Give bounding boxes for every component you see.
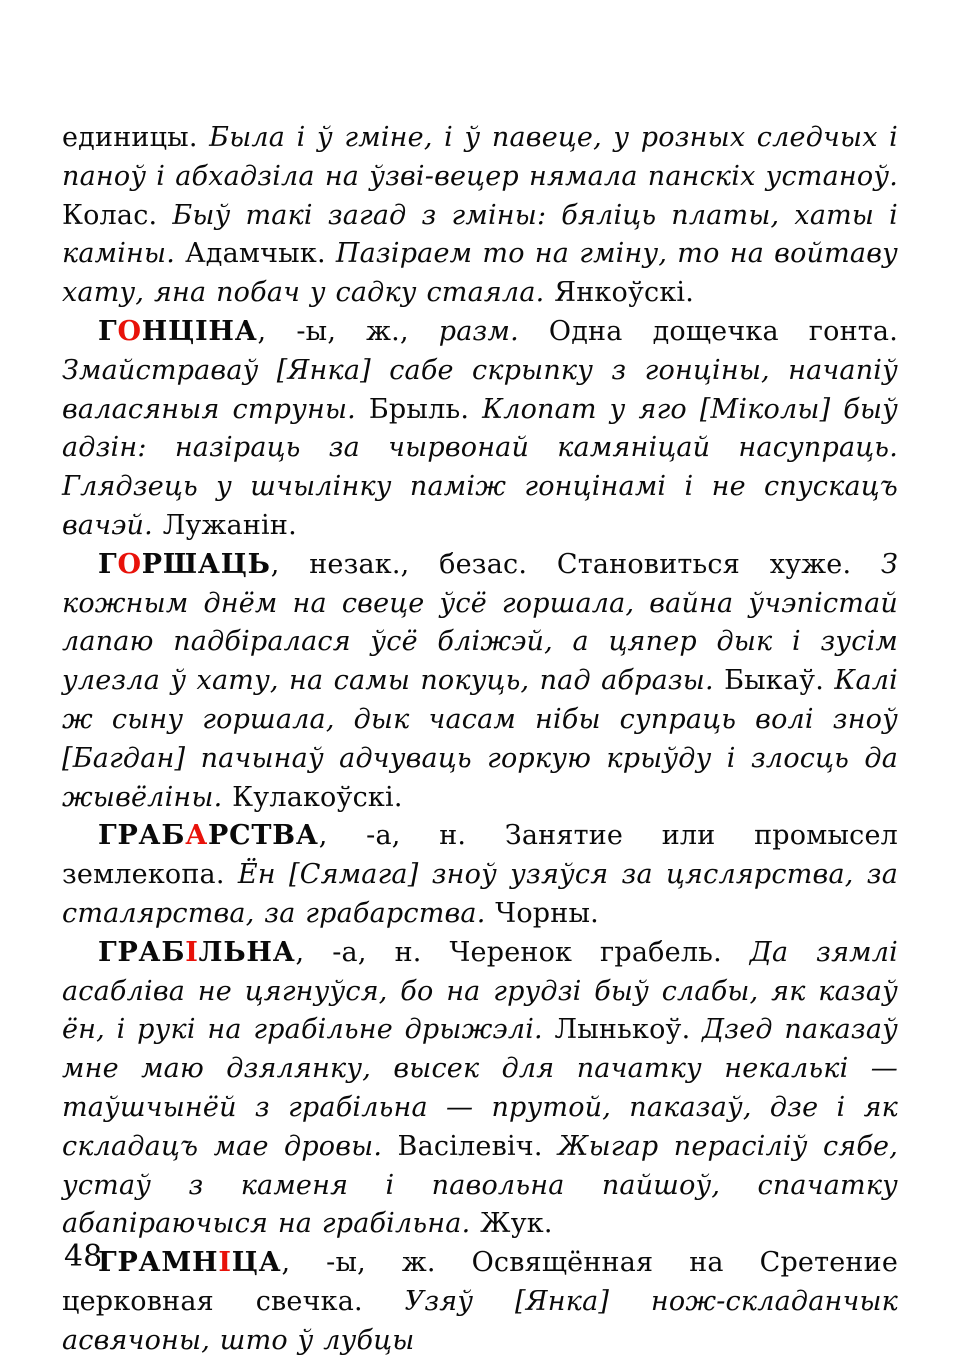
text-run: Жук. xyxy=(480,1208,553,1240)
text-run: , -а, н. Занятие или промысел землекопа. xyxy=(62,820,898,891)
continuation-paragraph xyxy=(62,119,898,313)
citation-text-run: Ён [Сямага] зноў узяўся за цяслярства, за сталярства, за грабарства. xyxy=(62,859,898,929)
headword-text: РСТВА xyxy=(208,820,319,852)
headword-text: НЦІНА xyxy=(141,315,258,347)
headword-text: ГРАБ xyxy=(98,820,186,852)
citation-text-run: Жыгар перасіліў сябе, устаў з каменя і павольна пайшоў, спачатку абапіраючыся на грабільна. xyxy=(62,1130,898,1240)
text-run: Быкаў. xyxy=(724,665,835,697)
citation-text-run: Пазіраем то на гміну, то на войтаву хату, яна побач у садку стаяла. xyxy=(62,238,898,309)
citation-text-run: З кожным днём на свеце ўсё горшала, вайна ўчэпістай лапаю падбіралася ўсё бліжэй, а цяпер дык і зусім улезла ў хату, на самы покуць, пад абразы. xyxy=(62,548,898,697)
citation-text-run: Была і ў гміне, і ў павеце, у розных следчых і паноў і абхадзіла на ўзві-вецер нямала панскіх устаноў. xyxy=(62,122,898,192)
entry-paragraph xyxy=(62,313,898,546)
citation-text-run: Узяў [Янка] нож-складанчык асвячоны, што ў лубцы xyxy=(62,1285,898,1356)
text-run: Лынькоў. xyxy=(554,1014,703,1046)
headword-text: РШАЦЬ xyxy=(141,548,271,580)
text-run: , -ы, ж., xyxy=(257,315,439,347)
entry-paragraph xyxy=(62,817,898,933)
citation-text-run: Калі ж сыну горшала, дык часам нібы супраць волі зноў [Багдан] пачынаў адчуваць горкую крыўду і злосць да жывёліны. xyxy=(62,665,898,813)
headword-text: Г xyxy=(98,315,118,347)
entry-headword xyxy=(98,549,271,580)
text-run: Лужанін. xyxy=(162,509,297,541)
text-run: Брыль. xyxy=(368,393,483,425)
text-column xyxy=(62,119,898,1361)
text-run: , незак., безас. Становиться хуже. xyxy=(270,548,881,580)
citation-text-run: Да зямлі асабліва не цягнуўся, бо на грудзі быў слабы, як казаў ён, і рукі на грабільне дрыжэлі. xyxy=(62,936,898,1046)
entry-headword xyxy=(98,1247,281,1278)
stress-letter: О xyxy=(117,548,142,580)
entry-headword xyxy=(98,937,296,968)
citation-text-run: Дзед паказаў мне маю дзялянку, высек для пачатку некалькі — таўшчынёй з грабільна — прутой, паказаў, дзе і як складацъ мае дровы. xyxy=(62,1014,898,1162)
text-run: Чорны. xyxy=(495,897,599,929)
text-run: , -ы, ж. Освящённая на Сретение церковная свечка. xyxy=(62,1247,898,1317)
page-number: 48 xyxy=(64,1239,103,1274)
text-run: Васілевіч. xyxy=(397,1130,559,1162)
headword-text: Г xyxy=(98,548,118,580)
citation-text-run: Клопат у яго [Міколы] быў адзін: назіраць за чырвонай камяніцай насупраць. Глядзець у шчылінку паміж гонцінамі і не спускацъ вачэй. xyxy=(62,393,899,541)
citation-text-run: разм. xyxy=(438,315,549,347)
text-run: , -а, н. Черенок грабель. xyxy=(295,936,750,968)
text-run: Адамчык. xyxy=(185,238,336,270)
entry-paragraph xyxy=(62,934,898,1244)
stress-letter: І xyxy=(185,936,199,968)
entry-paragraph xyxy=(62,546,898,818)
stress-letter: О xyxy=(117,315,142,347)
headword-text: ЛЬНА xyxy=(198,936,296,968)
stress-letter: І xyxy=(218,1247,232,1279)
entry-headword xyxy=(98,820,319,851)
citation-text-run: Змайстраваў [Янка] сабе скрыпку з гонціны, начапіў валасяныя струны. xyxy=(62,354,898,425)
headword-text: ГРАБ xyxy=(98,936,186,968)
entry-headword xyxy=(98,316,258,347)
text-run: Одна дощечка гонта. xyxy=(548,315,898,347)
text-run: Кулакоўскі. xyxy=(232,781,403,813)
citation-text-run: Быў такі загад з гміны: бяліць платы, хаты і каміны. xyxy=(62,199,898,270)
headword-text: ЦА xyxy=(231,1247,282,1279)
text-run: Янкоўскі. xyxy=(554,277,695,309)
stress-letter: А xyxy=(185,820,209,852)
entry-paragraph xyxy=(62,1239,898,1360)
text-run: Колас. xyxy=(62,199,173,231)
headword-text: ГРАМН xyxy=(98,1247,219,1279)
text-run: единицы. xyxy=(62,122,210,153)
